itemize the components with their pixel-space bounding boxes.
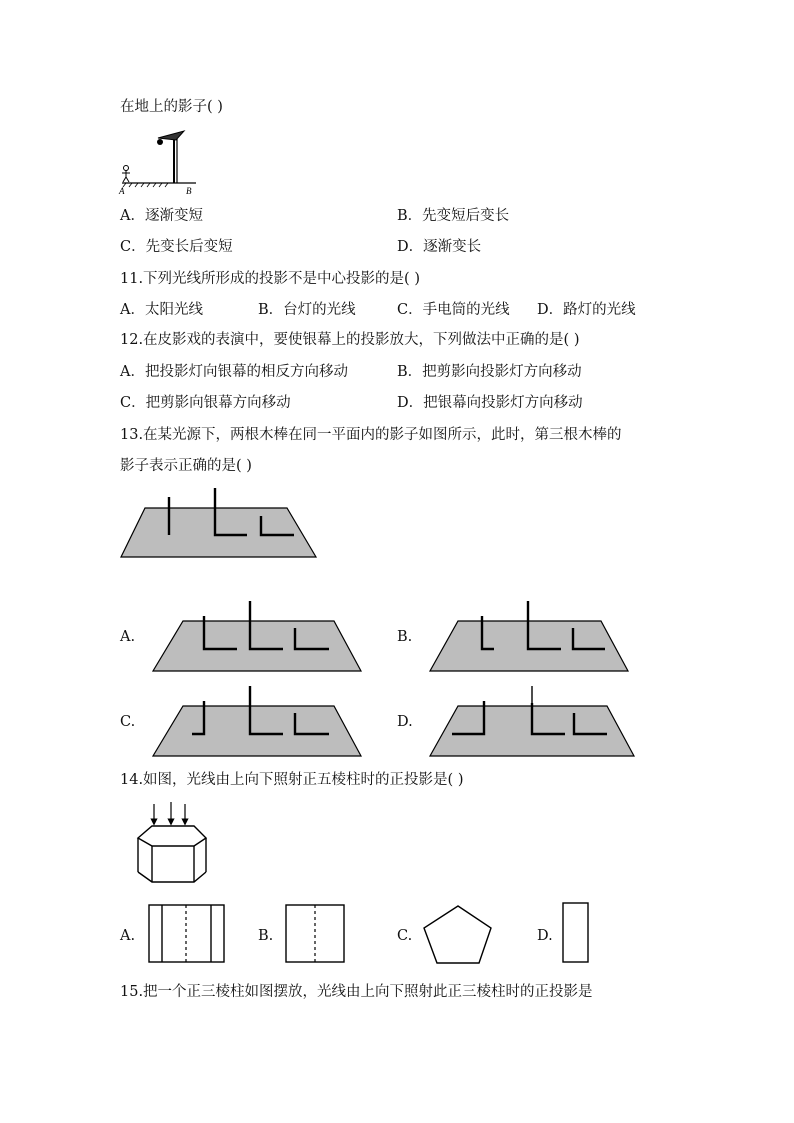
q13-option-b-label: B. (397, 629, 413, 645)
q12-option-c: C．把剪影向银幕方向移动 (120, 395, 291, 411)
q13-stem-line2: 影子表示正确的是( ) (120, 458, 252, 474)
q10-option-c: C．先变长后变短 (120, 239, 233, 255)
q12-option-a: A．把投影灯向银幕的相反方向移动 (120, 364, 348, 380)
q14-option-d-label: D. (537, 928, 553, 944)
q10-lamp-figure (118, 126, 200, 198)
q13-option-b-figure (429, 598, 631, 673)
q13-stem-line1: 13.在某光源下，两根木棒在同一平面内的影子如图所示，此时，第三根木棒的 (120, 427, 622, 443)
q11-option-c: C．手电筒的光线 (397, 302, 510, 318)
q14-option-c-label: C. (397, 928, 413, 944)
q12-option-b: B．把剪影向投影灯方向移动 (397, 364, 582, 380)
q13-question-figure (120, 485, 320, 560)
q14-stem: 14.如图，光线由上向下照射正五棱柱时的正投影是( ) (120, 772, 464, 788)
q13-option-d-label: D. (397, 714, 413, 730)
q10-stem: 在地上的影子( ) (120, 99, 223, 115)
q14-pentagonal-prism-figure (134, 798, 222, 888)
q14-option-d-figure (562, 902, 590, 964)
q12-stem: 12.在皮影戏的表演中，要使银幕上的投影放大，下列做法中正确的是( ) (120, 332, 580, 348)
q12-option-d: D．把银幕向投影灯方向移动 (397, 395, 583, 411)
label-b: B (186, 186, 192, 196)
q10-option-d: D．逐渐变长 (397, 239, 482, 255)
q11-option-a: A．太阳光线 (120, 302, 203, 318)
q10-option-a: A．逐渐变短 (120, 208, 203, 224)
q11-option-d: D．路灯的光线 (537, 302, 636, 318)
q11-option-b: B．台灯的光线 (258, 302, 356, 318)
q13-option-d-figure (429, 683, 636, 758)
q14-option-a-label: A. (120, 928, 136, 944)
q14-option-a-figure (148, 904, 228, 964)
q13-option-c-label: C. (120, 714, 136, 730)
q13-option-a-label: A. (120, 629, 136, 645)
q11-stem: 11.下列光线所形成的投影不是中心投影的是( ) (120, 271, 420, 287)
q14-option-b-label: B. (258, 928, 274, 944)
q14-option-b-figure (285, 904, 347, 964)
label-a: A (119, 186, 125, 196)
q10-option-b: B．先变短后变长 (397, 208, 510, 224)
q14-option-c-figure (422, 905, 494, 965)
q15-stem: 15.把一个正三棱柱如图摆放，光线由上向下照射此正三棱柱时的正投影是 (120, 984, 593, 1000)
q13-option-c-figure (152, 683, 364, 758)
q13-option-a-figure (152, 598, 364, 673)
